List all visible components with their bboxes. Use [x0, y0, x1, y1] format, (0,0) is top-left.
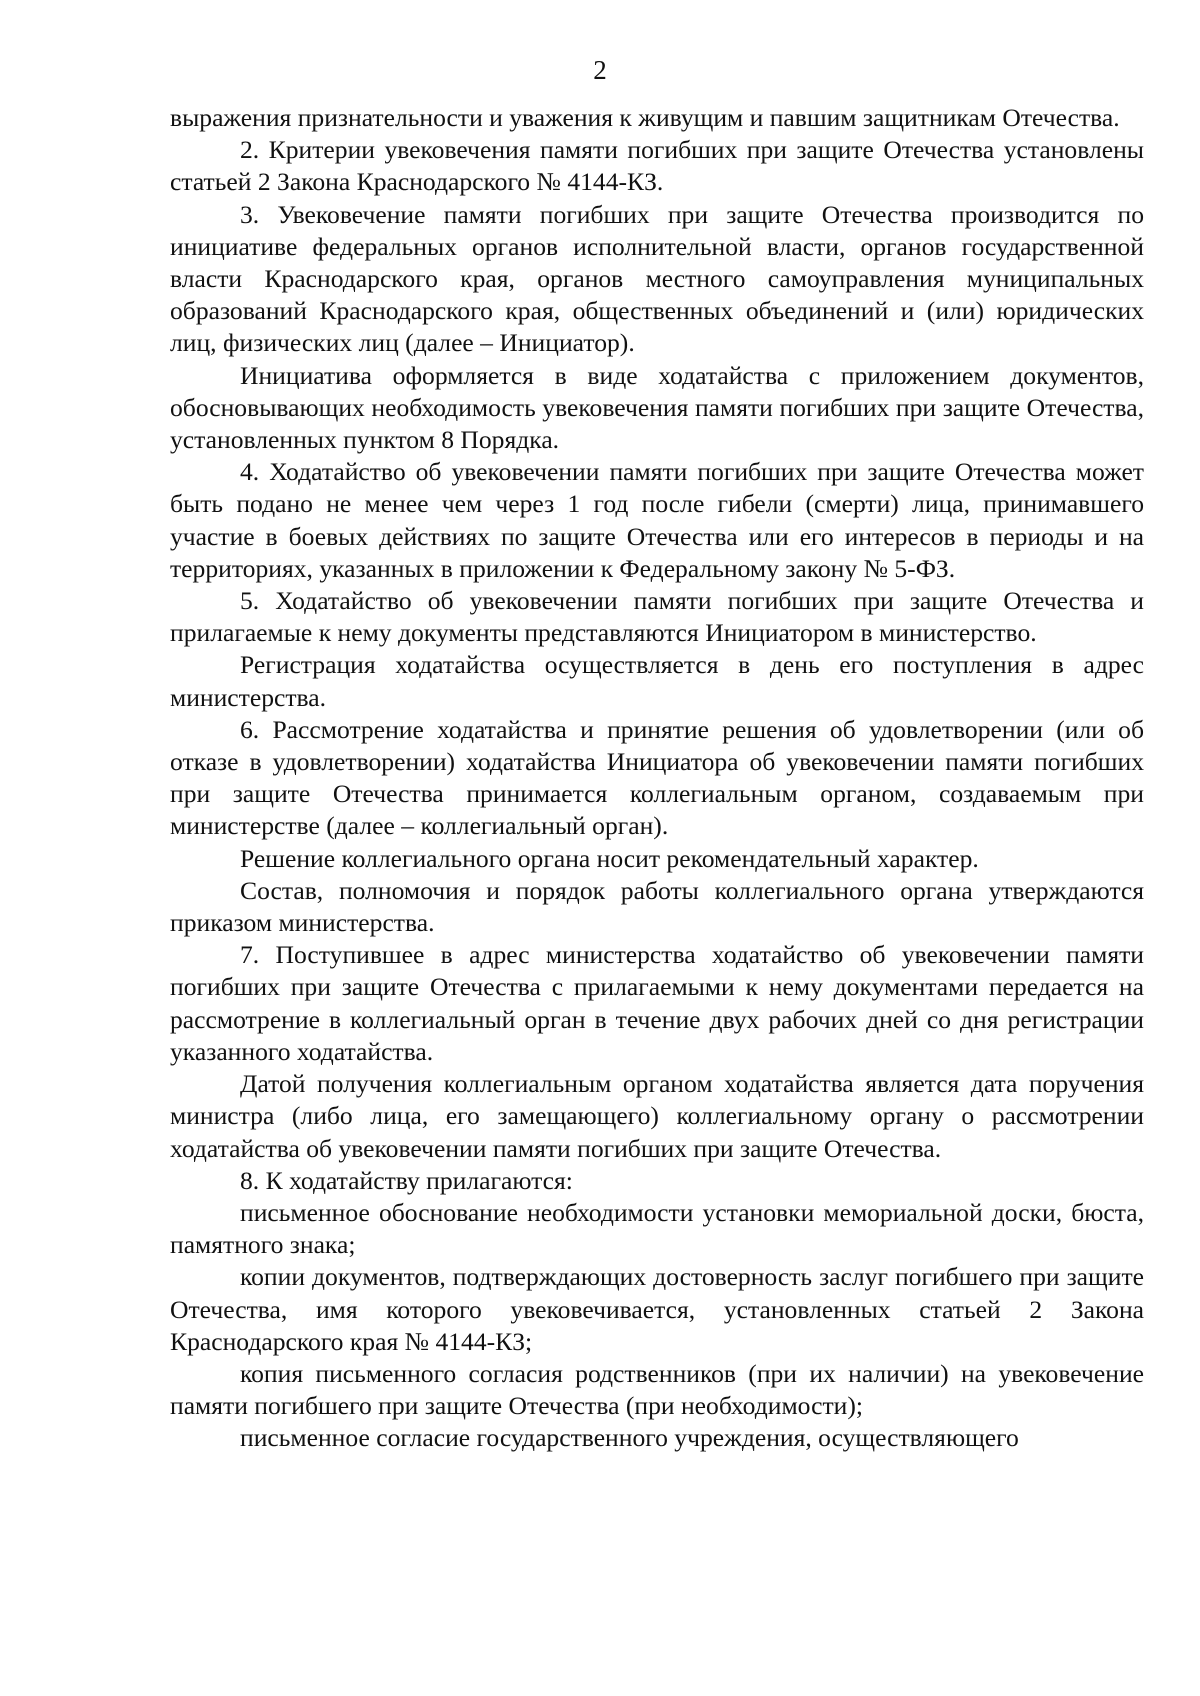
paragraph: Решение коллегиального органа носит рекомендательный характер.	[240, 843, 979, 873]
document-body	[170, 102, 1144, 1455]
paragraph: 7. Поступившее в адрес министерства ходатайство об увековечении памяти погибших при защите Отечества с прилагаемыми к нему документами передается на рассмотрение в коллегиальный орган в течение двух рабочих дней со дня регистрации указанного ходатайства.	[170, 940, 1144, 1066]
paragraph: письменное обоснование необходимости установки мемориальной доски, бюста, памятного знака;	[170, 1197, 1144, 1260]
paragraph: Состав, полномочия и порядок работы коллегиального органа утверждаются приказом министерства.	[170, 875, 1144, 938]
paragraph: копии документов, подтверждающих достоверность заслуг погибшего при защите Отечества, имя которого увековечивается, установленных статьей 2 Закона Краснодарского края № 4144-КЗ;	[170, 1262, 1144, 1356]
paragraph: Регистрация ходатайства осуществляется в день его поступления в адрес министерства.	[170, 650, 1144, 712]
paragraph: Датой получения коллегиальным органом ходатайства является дата поручения министра (либо лица, его замещающего) коллегиальному органу о рассмотрении ходатайства об увековечении памяти погибших при защите Отечества.	[170, 1069, 1144, 1163]
paragraph: Инициатива оформляется в виде ходатайства с приложением документов, обосновывающих необходимость увековечения памяти погибших при защите Отечества, установленных пунктом 8 Порядка.	[170, 360, 1144, 455]
paragraph: копия письменного согласия родственников (при их наличии) на увековечение памяти погибшего при защите Отечества (при необходимости);	[170, 1358, 1144, 1421]
paragraph: письменное согласие государственного учреждения, осуществляющего	[240, 1423, 1019, 1453]
paragraph: 4. Ходатайство об увековечении памяти погибших при защите Отечества может быть подано не менее чем через 1 год после гибели (смерти) лица, принимавшего участие в боевых действиях по защите Отечества или его интересов в периоды и на территориях, указанных в приложении к Федеральному закону № 5-ФЗ.	[170, 457, 1144, 583]
page-number: 2	[593, 55, 607, 85]
paragraph: 3. Увековечение памяти погибших при защите Отечества производится по инициативе федеральных органов исполнительной власти, органов государственной власти Краснодарского края, органов местного самоуправления муниципальных образований Краснодарского края, общественных объединений и (или) юридических лиц, физических лиц (далее – Инициатор).	[170, 199, 1144, 358]
paragraph: выражения признательности и уважения к живущим и павшим защитникам Отечества.	[170, 103, 1120, 132]
paragraph: 6. Рассмотрение ходатайства и принятие решения об удовлетворении (или об отказе в удовлетворении) ходатайства Инициатора об увековечении памяти погибших при защите Отечества принимается коллегиальным органом, создаваемым при министерстве (далее – коллегиальный орган).	[170, 714, 1144, 841]
paragraph: 2. Критерии увековечения памяти погибших при защите Отечества установлены статьей 2 Закона Краснодарского № 4144-КЗ.	[170, 135, 1144, 197]
paragraph: 8. К ходатайству прилагаются:	[240, 1165, 573, 1195]
paragraph: 5. Ходатайство об увековечении памяти погибших при защите Отечества и прилагаемые к нему документы представляются Инициатором в министерство.	[170, 586, 1144, 648]
